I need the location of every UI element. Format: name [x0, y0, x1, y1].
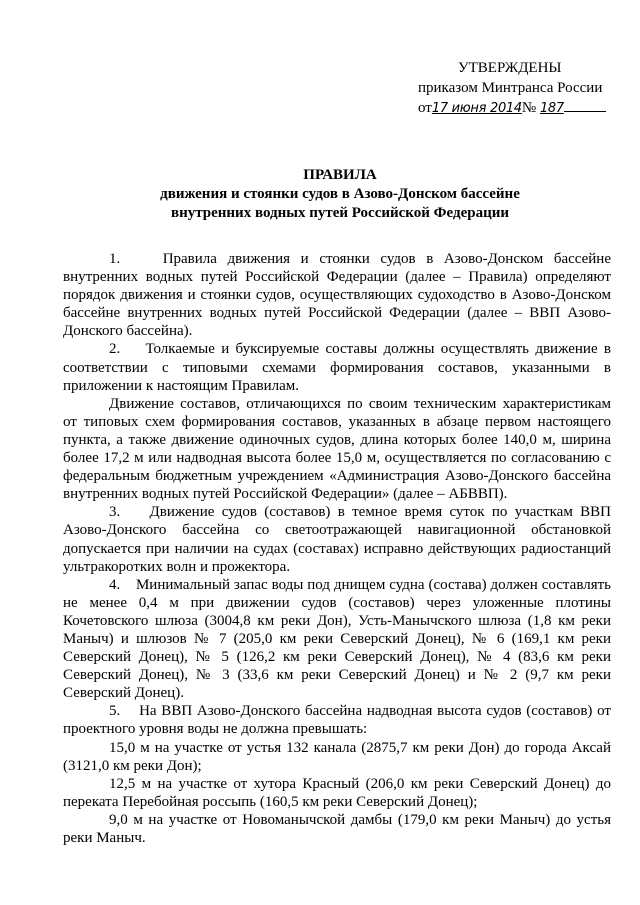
paragraph-2: 2. Толкаемые и буксируемые составы должны осуществлять движение в соответствии с типовыми схемами формирования составов, указанными в приложении к настоящим Правилам.	[63, 341, 611, 394]
approval-block	[418, 58, 618, 119]
document-heading	[60, 166, 620, 223]
approval-order-line: приказом Минтранса России	[418, 80, 603, 96]
document-subtitle-line-2: внутренних водных путей Российской Федерации	[170, 205, 510, 221]
document-title: ПРАВИЛА	[303, 167, 377, 183]
number-label: №	[521, 100, 537, 116]
approval-date-line	[418, 98, 618, 119]
handwritten-number: 187	[539, 101, 564, 116]
paragraph-4: 4. Минимальный запас воды под днищем судна (состава) должен составлять не менее 0,4 м при движении судов (составов) через уложенные плотины Кочетовского шлюза (3004,8 км реки Дон), Усть-Манычского шлюза (1,8 км реки Маныч) и шлюзов № 7 (205,0 км реки Северский Донец), № 6 (169,1 км реки Северский Донец), № 5 (126,2 км реки Северский Донец), № 4 (83,6 км реки Северский Донец), № 3 (33,6 км реки Северский Донец) и № 2 (9,7 км реки Северский Донец).	[63, 576, 611, 702]
paragraph-5-item-2: 12,5 м на участке от хутора Красный (206,0 км реки Северский Донец) до переката Перебойная россыпь (160,5 км реки Северский Донец);	[63, 775, 611, 810]
paragraph-2-cont: Движение составов, отличающихся по своим техническим характеристикам от типовых схем формирования составов, указанных в абзаце первом настоящего пункта, а также движение одиночных судов, длина которых более 140,0 м, ширина более 17,2 м или надводная высота более 15,0 м, осуществляется по согласованию с федеральным бюджетным учреждением «Администрация Азово-Донского бассейна внутренних водных путей Российской Федерации» (далее – АБВВП).	[63, 395, 611, 503]
signature-underline	[564, 110, 606, 112]
document-body	[63, 250, 611, 847]
paragraph-1: 1. Правила движения и стоянки судов в Азово-Донском бассейне внутренних водных путей Российской Федерации (далее – Правила) определяют порядок движения и стоянки судов, осуществляющих судоходство в Азово-Донском бассейне внутренних водных путей Российской Федерации (далее – ВВП Азово-Донского бассейна).	[63, 251, 611, 340]
paragraph-3: 3. Движение судов (составов) в темное время суток по участкам ВВП Азово-Донского бассейна со светоотражающей навигационной обстановкой допускается при наличии на судах (составах) исправно действующих радиостанций ультракоротких волн и прожектора.	[63, 504, 611, 575]
approval-title: УТВЕРЖДЕНЫ	[458, 60, 562, 76]
from-label: от	[418, 100, 432, 116]
handwritten-date: 17 июня 2014	[431, 101, 522, 116]
paragraph-5: 5. На ВВП Азово-Донского бассейна надводная высота судов (составов) от проектного уровня воды не должна превышать:	[63, 703, 611, 738]
document-subtitle-line-1: движения и стоянки судов в Азово-Донском бассейне	[160, 186, 520, 202]
paragraph-5-item-1: 15,0 м на участке от устья 132 канала (2875,7 км реки Дон) до города Аксай (3121,0 км реки Дон);	[63, 739, 611, 774]
paragraph-5-item-3: 9,0 м на участке от Новоманычской дамбы (179,0 км реки Маныч) до устья реки Маныч.	[63, 811, 611, 846]
